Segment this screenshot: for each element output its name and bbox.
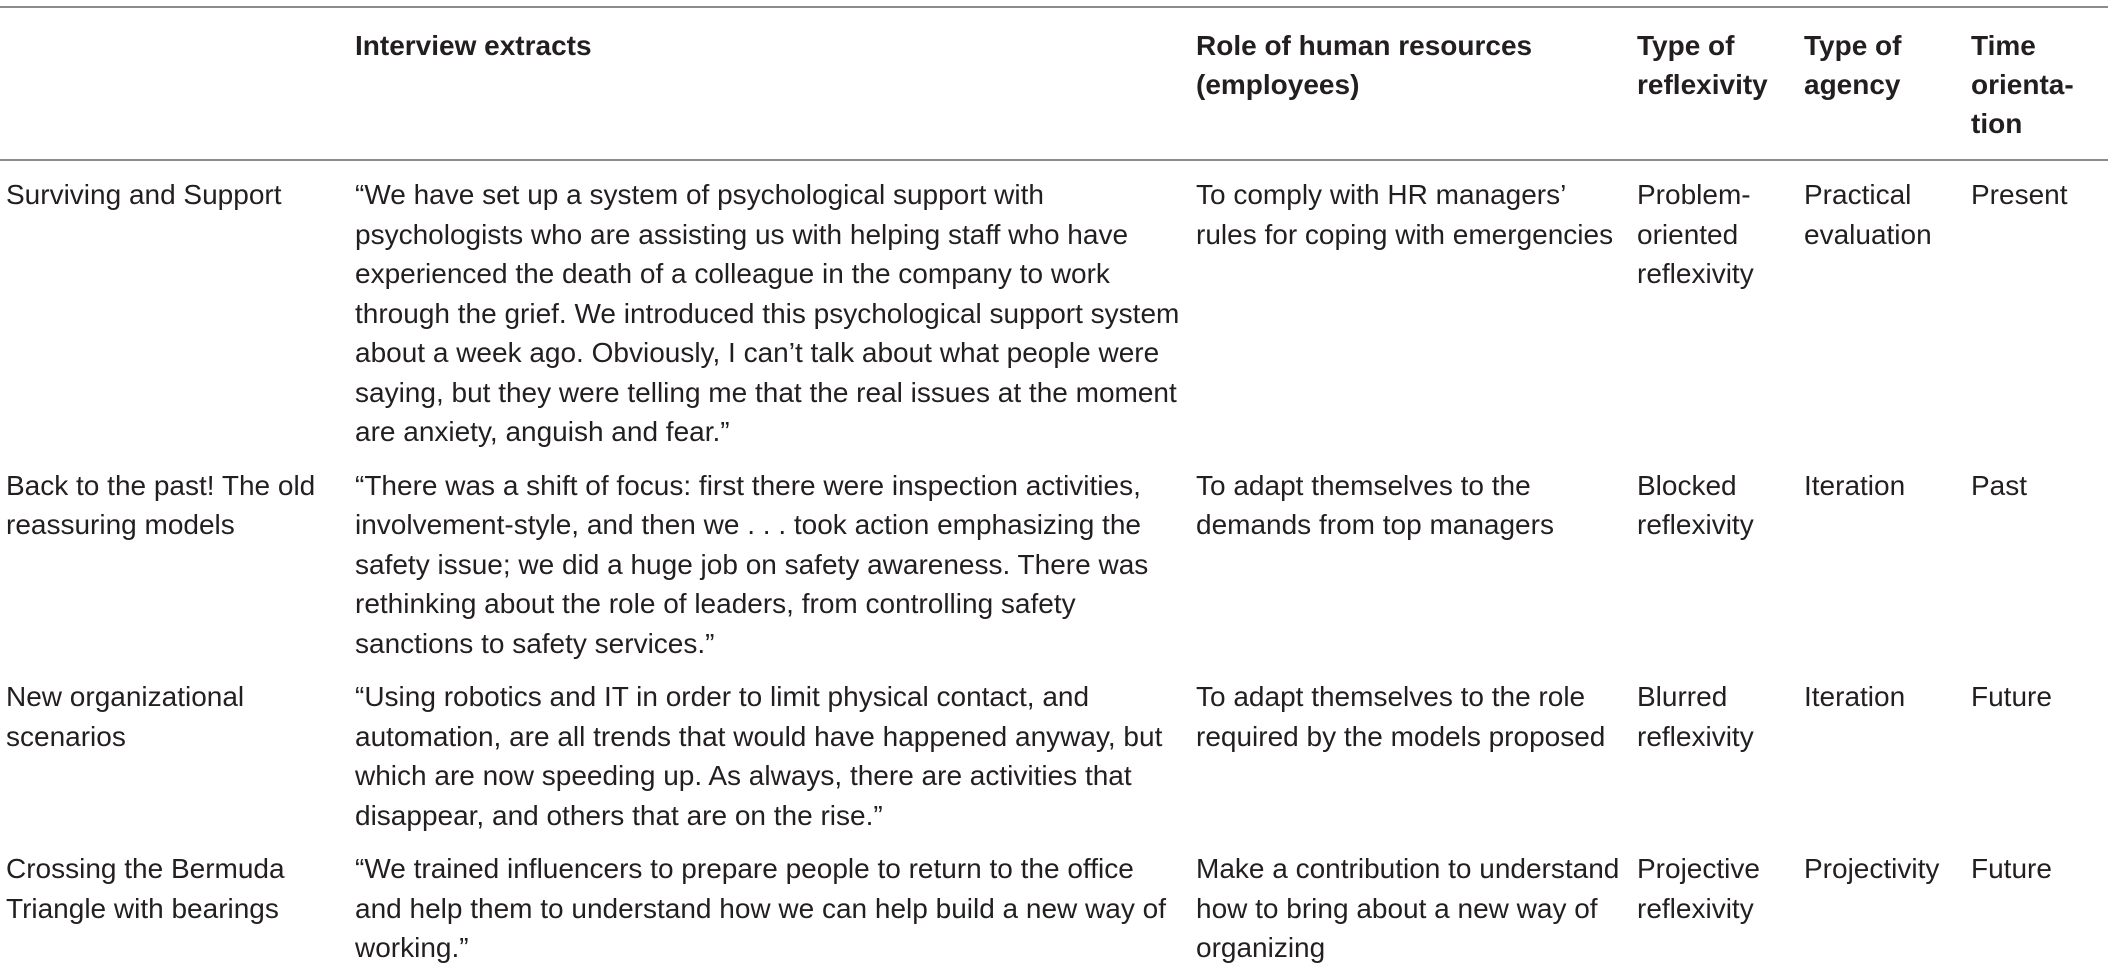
- cell-interview-extract: “Using robotics and IT in order to limit physical contact, and automation, are all trends that would have happened anyway, but which are now speeding up. As always, there are activities that disappear, and others that are on the rise.”: [355, 681, 1163, 831]
- table-header: [0, 7, 2108, 160]
- cell-reflexivity: Blurred reflexivity: [1637, 681, 1754, 752]
- cell-time-orientation: Future: [1971, 681, 2052, 712]
- header-cell-role: Role of human resources (employees): [1196, 30, 1533, 100]
- table-row: [0, 452, 2108, 664]
- cell-role: To adapt themselves to the role required by the models proposed: [1196, 681, 1606, 752]
- table-body: [0, 160, 2108, 968]
- cell-theme: New organizational scenarios: [6, 681, 245, 752]
- cell-theme: Crossing the Bermuda Triangle with bearings: [6, 853, 285, 924]
- cell-agency: Iteration: [1804, 681, 1906, 712]
- cell-role: Make a contribution to understand how to bring about a new way of organizing: [1196, 853, 1620, 963]
- cell-role: To adapt themselves to the demands from top managers: [1196, 469, 1554, 540]
- header-cell-time-orientation: Time orienta-tion: [1971, 30, 2074, 139]
- cell-theme: Back to the past! The old reassuring models: [6, 469, 316, 540]
- cell-agency: Iteration: [1804, 469, 1906, 501]
- header-cell-reflexivity: Type of reflexivity: [1637, 30, 1768, 100]
- table-row: [0, 160, 2108, 452]
- header-cell-theme: [0, 7, 347, 160]
- data-table-container: [0, 6, 2118, 963]
- cell-interview-extract: “We have set up a system of psychological support with psychologists who are assisting us with helping staff who have experienced the death of a colleague in the company to work through the grief. We introduced this psychological support system about a week ago. Obviously, I can’t talk about what people were saying, but they were telling me that the real issues at the moment are anxiety, anguish and fear.”: [355, 179, 1180, 447]
- table-row: [0, 835, 2108, 968]
- cell-agency: Practical evaluation: [1804, 179, 1932, 250]
- cell-time-orientation: Present: [1971, 179, 2068, 210]
- table-row: [0, 663, 2108, 835]
- header-cell-agency: Type of agency: [1804, 30, 1902, 100]
- cell-time-orientation: Future: [1971, 853, 2052, 884]
- cell-time-orientation: Past: [1971, 469, 2028, 501]
- cell-reflexivity: Projective reflexivity: [1637, 853, 1760, 924]
- cell-interview-extract: “There was a shift of focus: first there were inspection activities, involvement-style, and then we . . . took action emphasizing the safety issue; we did a huge job on safety awareness. There was rethinking about the role of leaders, from controlling safety sanctions to safety services.”: [355, 469, 1149, 659]
- header-row: [0, 7, 2108, 160]
- cell-reflexivity: Blocked reflexivity: [1637, 469, 1754, 540]
- data-table: [0, 6, 2108, 968]
- cell-agency: Projectivity: [1804, 853, 1940, 884]
- cell-theme: Surviving and Support: [6, 179, 282, 210]
- header-cell-interview-extracts: Interview extracts: [355, 30, 592, 61]
- cell-interview-extract: “We trained influencers to prepare people to return to the office and help them to understand how we can help build a new way of working.”: [355, 853, 1166, 963]
- cell-role: To comply with HR managers’ rules for coping with emergencies: [1196, 179, 1614, 250]
- cell-reflexivity: Problem-oriented reflexivity: [1637, 179, 1754, 289]
